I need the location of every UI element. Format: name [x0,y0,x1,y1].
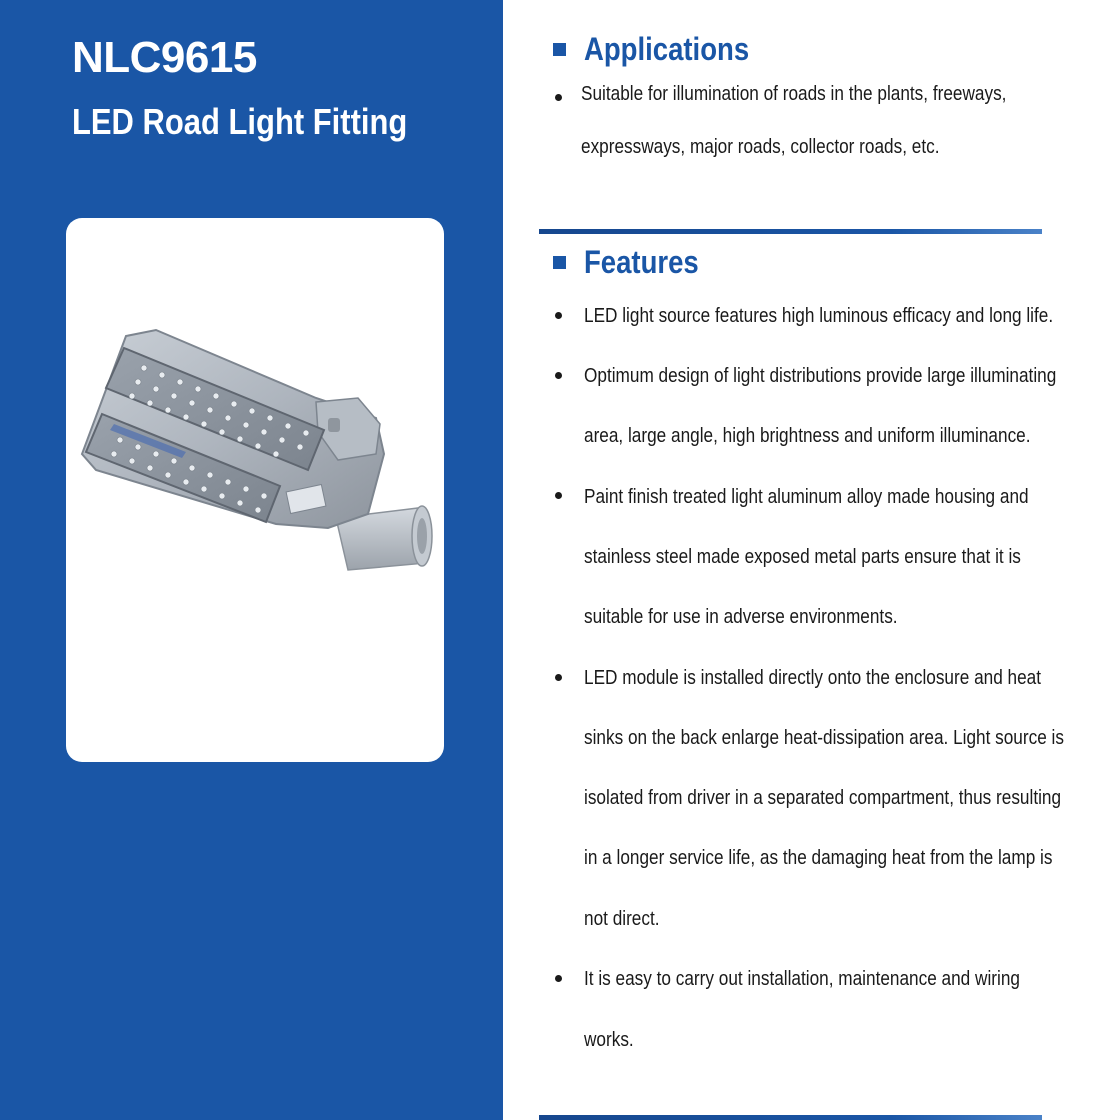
bullet-dot-icon [555,674,562,681]
bullet-dot-icon [555,372,562,379]
model-number: NLC9615 [72,33,257,82]
bullet-dot-icon [555,975,562,982]
applications-item-line: Suitable for illumination of roads in the plants, freeways, [581,83,1007,105]
product-photo-card [66,218,444,762]
left-blue-panel [0,0,503,1120]
feature-item-line: It is easy to carry out installation, maintenance and wiring [584,968,1020,990]
square-bullet-icon [553,256,566,269]
feature-item-line: LED module is installed directly onto the enclosure and heat [584,667,1042,689]
feature-item-line: sinks on the back enlarge heat-dissipation area. Light source is [584,727,1064,749]
feature-item-line: area, large angle, high brightness and uniform illuminance. [584,425,1031,447]
features-heading-text: Features [584,244,699,280]
bullet-dot-icon [555,94,562,101]
product-title: LED Road Light Fitting [72,101,408,142]
square-bullet-icon [553,43,566,56]
features-heading [553,242,717,282]
feature-item-line: works. [584,1029,634,1051]
bullet-dot-icon [555,492,562,499]
feature-item-line: isolated from driver in a separated compartment, thus resulting [584,787,1062,809]
applications-heading [553,29,776,69]
feature-item-line: Optimum design of light distributions provide large illuminating [584,365,1057,387]
feature-item-line: LED light source features high luminous efficacy and long life. [584,305,1054,327]
road-light-illustration [66,218,444,762]
feature-item-line: Paint finish treated light aluminum alloy made housing and [584,486,1029,508]
section-divider [539,229,1042,234]
feature-item-line: suitable for use in adverse environments. [584,606,898,628]
feature-item-line: in a longer service life, as the damaging heat from the lamp is [584,847,1053,869]
feature-item-line: stainless steel made exposed metal parts ensure that it is [584,546,1021,568]
applications-heading-text: Applications [584,31,750,67]
applications-item-line: expressways, major roads, collector roads, etc. [581,136,940,158]
feature-item-line: not direct. [584,908,660,930]
section-divider [539,1115,1042,1120]
bullet-dot-icon [555,312,562,319]
